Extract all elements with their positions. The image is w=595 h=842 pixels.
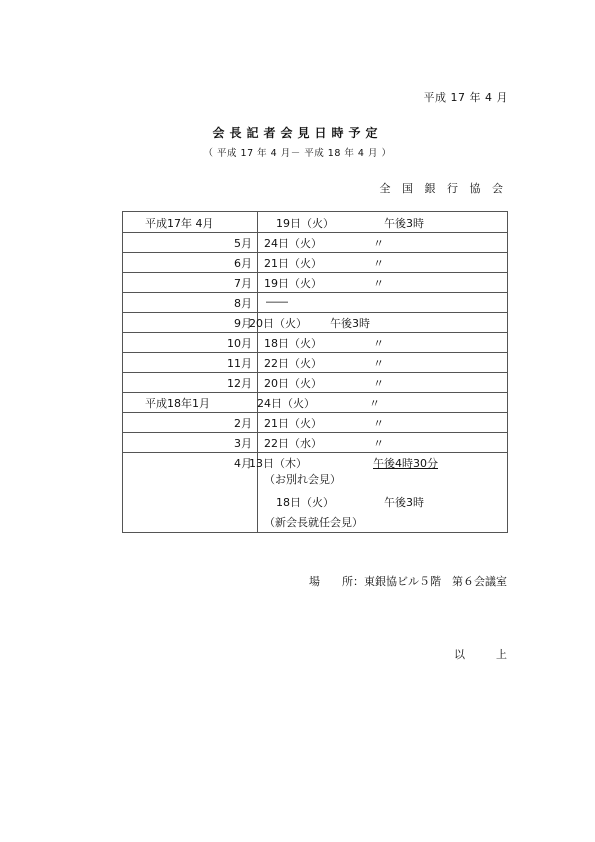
table-row	[123, 352, 507, 373]
day-cell: 24日（火）	[257, 397, 315, 410]
time-cell: 〃	[373, 277, 384, 290]
month-cell: 6月	[234, 257, 252, 270]
day-cell: 13日（木）	[249, 457, 307, 470]
day-cell: ――	[266, 295, 288, 308]
note-cell: （お別れ会見）	[264, 473, 341, 486]
closing-char: 以	[454, 648, 465, 661]
time-cell: 〃	[373, 337, 384, 350]
month-cell: 12月	[227, 377, 252, 390]
month-cell: 10月	[227, 337, 252, 350]
month-cell: 8月	[234, 297, 252, 310]
venue-line: 場 所：東銀協ビル５階 第６会議室	[309, 575, 507, 588]
organization-name: 全 国 銀 行 協 会	[379, 182, 507, 195]
table-row	[123, 432, 507, 453]
day-cell: 19日（火）	[264, 277, 322, 290]
day-cell: 19日（火）	[276, 217, 334, 230]
month-cell: 平成18年1月	[145, 397, 210, 410]
day-cell: 21日（火）	[264, 417, 322, 430]
document-date: 平成 17 年 4 月	[423, 91, 508, 104]
month-cell: 4月	[234, 457, 252, 470]
closing-mark	[454, 646, 507, 662]
day-cell: 20日（火）	[249, 317, 307, 330]
document-title: 会長記者会見日時予定	[212, 126, 383, 140]
month-cell: 2月	[234, 417, 252, 430]
table-row	[123, 452, 507, 531]
day-cell: 21日（火）	[264, 257, 322, 270]
table-row	[123, 252, 507, 273]
time-cell: 〃	[373, 417, 384, 430]
time-cell: 〃	[373, 437, 384, 450]
month-cell: 7月	[234, 277, 252, 290]
month-cell: 9月	[234, 317, 252, 330]
month-cell: 5月	[234, 237, 252, 250]
closing-char: 上	[496, 648, 507, 661]
time-cell: 〃	[373, 357, 384, 370]
schedule-table	[122, 211, 508, 533]
table-row	[123, 312, 507, 333]
document-subtitle: （ 平成 17 年 4 月－ 平成 18 年 4 月 ）	[203, 148, 392, 159]
time-cell: 午後3時	[330, 317, 370, 330]
table-row	[123, 272, 507, 293]
table-row	[123, 332, 507, 353]
time-cell: 〃	[373, 237, 384, 250]
month-cell: 平成17年 4月	[145, 217, 214, 230]
time-cell: 午後4時30分	[373, 457, 438, 470]
table-row	[123, 232, 507, 253]
month-cell: 3月	[234, 437, 252, 450]
table-row	[123, 212, 507, 233]
table-row	[123, 412, 507, 433]
day-cell: 24日（火）	[264, 237, 322, 250]
month-cell: 11月	[227, 357, 252, 370]
day-cell: 18日（火）	[264, 337, 322, 350]
day-cell: 22日（水）	[264, 437, 322, 450]
day-cell: 22日（火）	[264, 357, 322, 370]
time-cell: 午後3時	[384, 496, 424, 509]
time-cell: 〃	[373, 377, 384, 390]
table-row	[123, 292, 507, 313]
day-cell: 18日（火）	[276, 496, 334, 509]
table-row	[123, 372, 507, 393]
time-cell: 〃	[373, 257, 384, 270]
time-cell: 〃	[369, 397, 380, 410]
table-row	[123, 392, 507, 413]
note-cell: （新会長就任会見）	[264, 516, 363, 529]
day-cell: 20日（火）	[264, 377, 322, 390]
time-cell: 午後3時	[384, 217, 424, 230]
